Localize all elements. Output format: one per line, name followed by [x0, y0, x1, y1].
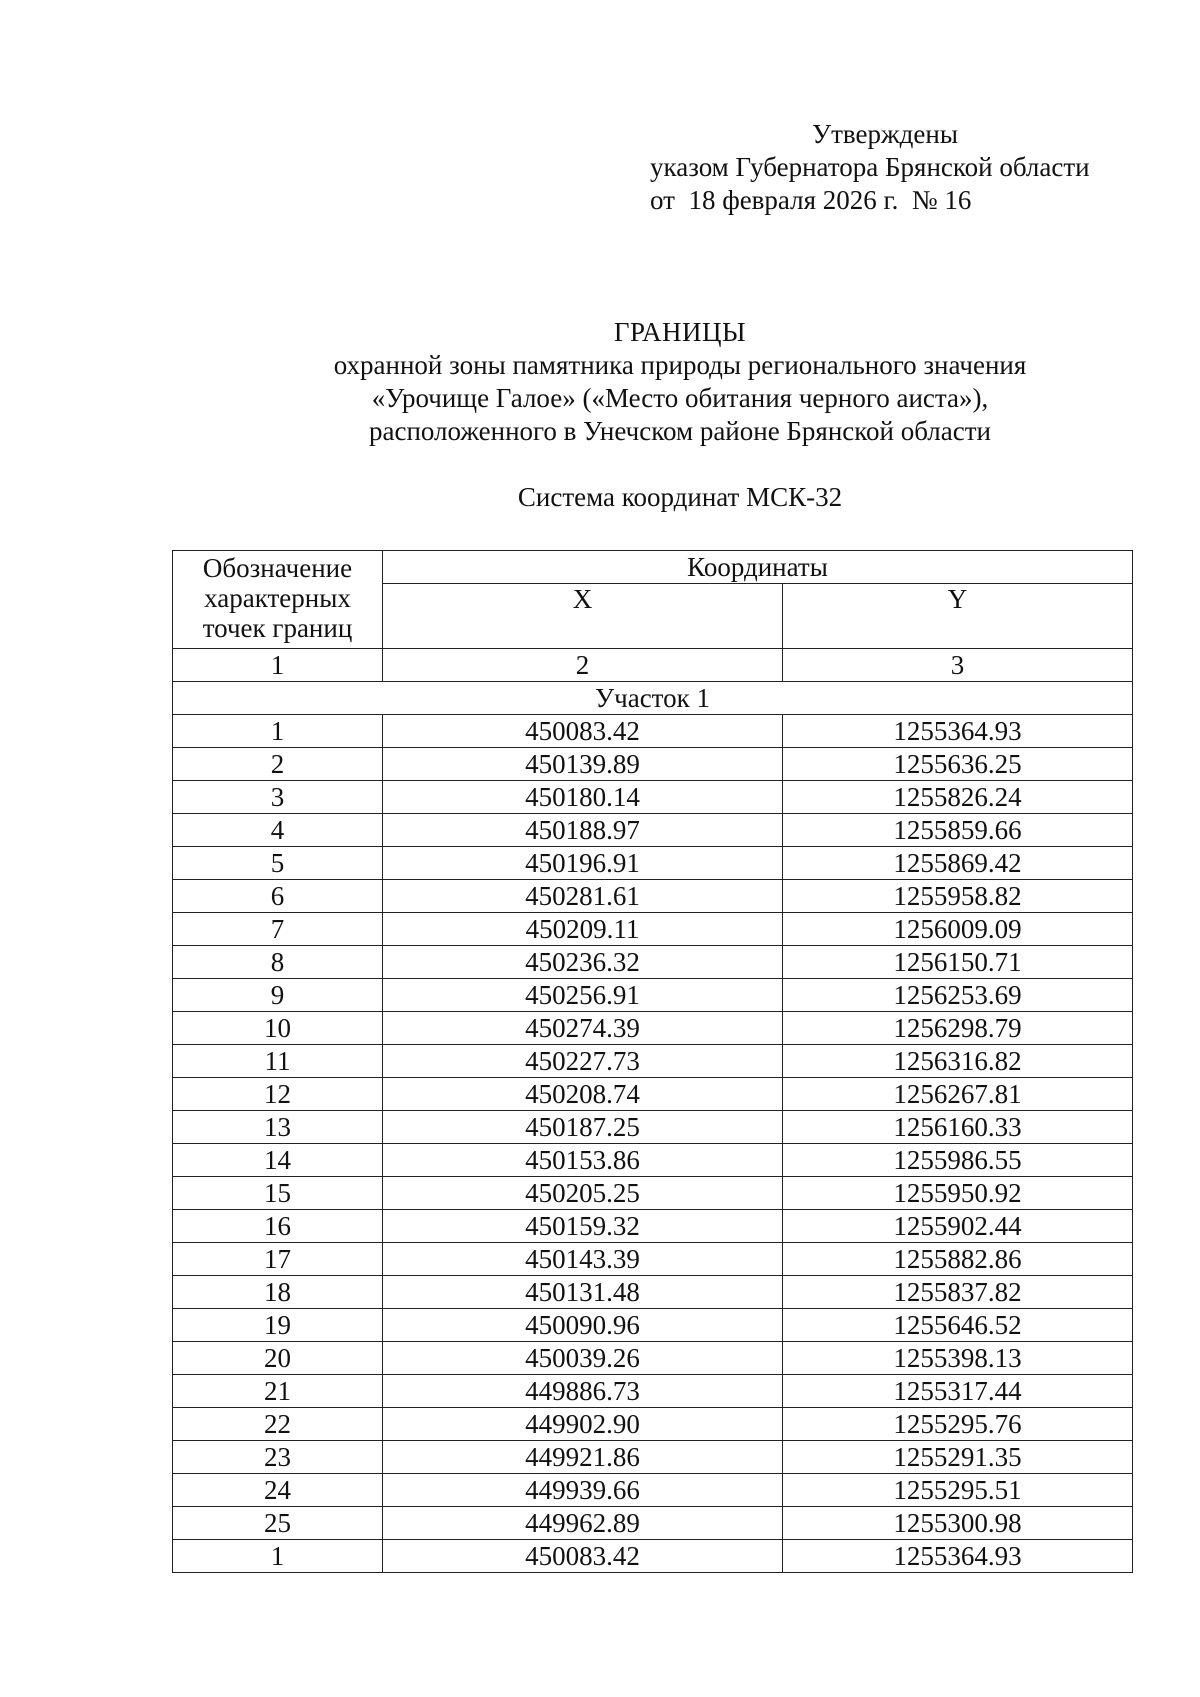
- section-row: [173, 682, 1133, 715]
- table-column-numbers-row: [173, 649, 1133, 682]
- table-row: [173, 1507, 1133, 1540]
- table-row: [173, 748, 1133, 781]
- table-row: [173, 1408, 1133, 1441]
- table-row: [173, 1342, 1133, 1375]
- cell-y: 1255364.93: [783, 1540, 1133, 1573]
- cell-point: 22: [173, 1408, 383, 1441]
- header-point-designation: [173, 551, 383, 649]
- table-row: [173, 1177, 1133, 1210]
- coordinate-system-label: Система координат МСК-32: [517, 482, 843, 512]
- table-row: [173, 847, 1133, 880]
- table-row: [173, 1474, 1133, 1507]
- cell-point: 3: [173, 781, 383, 814]
- cell-y: 1255958.82: [783, 880, 1133, 913]
- cell-point: 14: [173, 1144, 383, 1177]
- cell-point: 23: [173, 1441, 383, 1474]
- header-point-line-2: характерных: [204, 583, 351, 613]
- table-row: [173, 1309, 1133, 1342]
- cell-y: 1255950.92: [783, 1177, 1133, 1210]
- cell-point: 21: [173, 1375, 383, 1408]
- approval-line-3: от 18 февраля 2026 г. № 16: [650, 185, 972, 215]
- table-row: [173, 1210, 1133, 1243]
- cell-y: 1255837.82: [783, 1276, 1133, 1309]
- cell-y: 1255826.24: [783, 781, 1133, 814]
- cell-point: 8: [173, 946, 383, 979]
- cell-point: 25: [173, 1507, 383, 1540]
- cell-point: 4: [173, 814, 383, 847]
- cell-x: 450274.39: [383, 1012, 783, 1045]
- cell-y: 1255398.13: [783, 1342, 1133, 1375]
- cell-x: 450083.42: [383, 1540, 783, 1573]
- header-point-line-1: Обозначение: [202, 553, 353, 583]
- cell-y: 1256150.71: [783, 946, 1133, 979]
- table-row: [173, 913, 1133, 946]
- cell-point: 5: [173, 847, 383, 880]
- cell-x: 450236.32: [383, 946, 783, 979]
- cell-point: 13: [173, 1111, 383, 1144]
- table-row: [173, 1540, 1133, 1573]
- cell-y: 1256009.09: [783, 913, 1133, 946]
- table-row: [173, 880, 1133, 913]
- cell-point: 16: [173, 1210, 383, 1243]
- table-row: [173, 1375, 1133, 1408]
- cell-y: 1255317.44: [783, 1375, 1133, 1408]
- coordinates-table: [172, 550, 1133, 1573]
- cell-point: 19: [173, 1309, 383, 1342]
- table-row: [173, 1078, 1133, 1111]
- table-row: [173, 1111, 1133, 1144]
- title-line-3: расположенного в Унечском районе Брянской области: [368, 416, 991, 446]
- cell-y: 1255295.76: [783, 1408, 1133, 1441]
- cell-x: 450256.91: [383, 979, 783, 1012]
- document-title: [160, 316, 1200, 448]
- title-line-2: «Урочище Галое» («Место обитания черного аиста»),: [371, 383, 989, 413]
- cell-point: 10: [173, 1012, 383, 1045]
- cell-point: 18: [173, 1276, 383, 1309]
- cell-x: 449921.86: [383, 1441, 783, 1474]
- title-line-1: охранной зоны памятника природы регионального значения: [333, 350, 1027, 380]
- cell-y: 1255636.25: [783, 748, 1133, 781]
- cell-point: 17: [173, 1243, 383, 1276]
- cell-y: 1255869.42: [783, 847, 1133, 880]
- title-heading: ГРАНИЦЫ: [613, 317, 747, 347]
- table-row: [173, 1012, 1133, 1045]
- cell-y: 1255859.66: [783, 814, 1133, 847]
- cell-point: 7: [173, 913, 383, 946]
- table-header-row: [173, 551, 1133, 584]
- cell-y: 1255646.52: [783, 1309, 1133, 1342]
- cell-point: 1: [173, 1540, 383, 1573]
- cell-y: 1255300.98: [783, 1507, 1133, 1540]
- cell-y: 1256267.81: [783, 1078, 1133, 1111]
- cell-y: 1255902.44: [783, 1210, 1133, 1243]
- table-row: [173, 781, 1133, 814]
- cell-x: 450131.48: [383, 1276, 783, 1309]
- cell-point: 12: [173, 1078, 383, 1111]
- cell-y: 1255364.93: [783, 715, 1133, 748]
- table-row: [173, 946, 1133, 979]
- header-point-line-3: точек границ: [202, 613, 353, 643]
- cell-x: 449902.90: [383, 1408, 783, 1441]
- table-row: [173, 1441, 1133, 1474]
- table-row: [173, 1276, 1133, 1309]
- cell-x: 450159.32: [383, 1210, 783, 1243]
- cell-x: 449962.89: [383, 1507, 783, 1540]
- cell-x: 450143.39: [383, 1243, 783, 1276]
- header-x: X: [383, 584, 783, 649]
- cell-x: 449939.66: [383, 1474, 783, 1507]
- cell-point: 15: [173, 1177, 383, 1210]
- cell-y: 1256298.79: [783, 1012, 1133, 1045]
- cell-point: 24: [173, 1474, 383, 1507]
- cell-point: 11: [173, 1045, 383, 1078]
- cell-x: 450205.25: [383, 1177, 783, 1210]
- table-row: [173, 1144, 1133, 1177]
- header-y: Y: [783, 584, 1133, 649]
- approval-line-1: Утверждены: [812, 119, 958, 149]
- cell-y: 1255882.86: [783, 1243, 1133, 1276]
- cell-x: 450090.96: [383, 1309, 783, 1342]
- table-row: [173, 814, 1133, 847]
- cell-point: 2: [173, 748, 383, 781]
- cell-y: 1255295.51: [783, 1474, 1133, 1507]
- cell-point: 20: [173, 1342, 383, 1375]
- cell-x: 450208.74: [383, 1078, 783, 1111]
- table-row: [173, 1045, 1133, 1078]
- approval-block: [650, 118, 1090, 217]
- cell-y: 1256160.33: [783, 1111, 1133, 1144]
- column-number-1: 1: [173, 649, 383, 682]
- approval-line-2: указом Губернатора Брянской области: [650, 152, 1090, 182]
- cell-x: 450188.97: [383, 814, 783, 847]
- table-row: [173, 715, 1133, 748]
- cell-y: 1255291.35: [783, 1441, 1133, 1474]
- cell-x: 449886.73: [383, 1375, 783, 1408]
- cell-x: 450039.26: [383, 1342, 783, 1375]
- cell-point: 6: [173, 880, 383, 913]
- column-number-2: 2: [383, 649, 783, 682]
- cell-y: 1255986.55: [783, 1144, 1133, 1177]
- cell-x: 450153.86: [383, 1144, 783, 1177]
- cell-y: 1256253.69: [783, 979, 1133, 1012]
- cell-x: 450180.14: [383, 781, 783, 814]
- cell-y: 1256316.82: [783, 1045, 1133, 1078]
- column-number-3: 3: [783, 649, 1133, 682]
- cell-x: 450196.91: [383, 847, 783, 880]
- cell-x: 450187.25: [383, 1111, 783, 1144]
- cell-x: 450209.11: [383, 913, 783, 946]
- cell-x: 450139.89: [383, 748, 783, 781]
- table-row: [173, 979, 1133, 1012]
- cell-x: 450083.42: [383, 715, 783, 748]
- header-coordinates: Координаты: [383, 551, 1133, 584]
- cell-point: 1: [173, 715, 383, 748]
- cell-x: 450227.73: [383, 1045, 783, 1078]
- cell-point: 9: [173, 979, 383, 1012]
- table-row: [173, 1243, 1133, 1276]
- section-label: Участок 1: [173, 682, 1133, 715]
- cell-x: 450281.61: [383, 880, 783, 913]
